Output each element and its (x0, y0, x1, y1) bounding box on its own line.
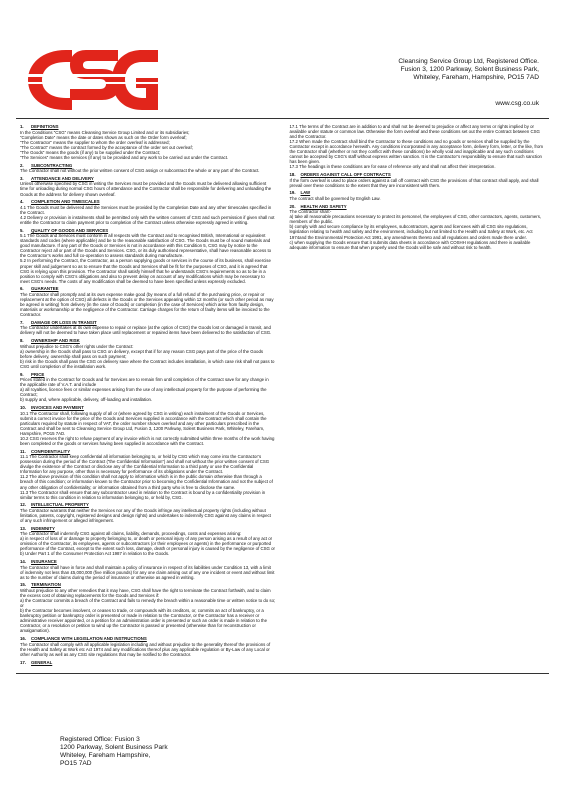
clause (20, 636, 276, 657)
clause (20, 372, 276, 403)
clause-paragraph: The Contractor shall promptly and at its own expense make good (by means of a full refund of the purchasing price, or repair or replacement at the option of CSG) all defects in the Goods or the Services appearing within 12 months (or such other period as may be agreed in writing) from delivery (in the case of Goods) or completion (in the case of Services) which arise from faulty design, materials or workmanship or the negligence of the Contractor. Carriage charges for the return of faulty items will be invoiced to the Contractor. (20, 291, 274, 318)
clause-title: DAMAGE OR LOSS IN TRANSIT (31, 319, 97, 325)
logo-letter-g (112, 50, 158, 110)
clause-paragraph: a) all royalties, licence fees or similar expenses arising from the use of any intellectual property for the purpose of performing the Contract; (20, 387, 267, 398)
clause-heading (20, 372, 276, 377)
clause-paragraph: The Contractor undertakes at its own expense to repair or replace (at the option of CSG) the Goods lost or damaged in transit, and delivery will not be deemed to have taken place until replacement or repaired items have been delivered to the satisfaction of CSG. (20, 325, 272, 336)
footer-registered-office (60, 736, 168, 768)
clause-paragraph: If the form overleaf is used to place orders against a call off contract with CSG the provisions of that contract shall apply, and shall prevail over these conditions to the extent that they are inconsistent with them. (289, 177, 539, 188)
clause (20, 286, 276, 317)
clause-number: 20. (289, 203, 296, 209)
clause-title: GUARANTEE (31, 286, 59, 292)
clause (290, 204, 546, 250)
clause-title: QUALITY OF GOODS AND SERVICES (31, 227, 109, 233)
clause-heading (20, 124, 276, 129)
clause (290, 190, 546, 201)
clause-paragraph: 17.2 When made the Contract shall bind the Contractor to these conditions and no goods or services shall be supplied by the Contractor except in accordance herewith. Any conditions incorporated in any acceptance form, delivery form, letter, or the like, from the Contractor shall (whether or not they conflict with these conditions) be wholly void and inapplicable and any such conditions cannot be accepted by CSG’s staff without express written sanction. It is the Contractor’s responsibility to ensure that such sanction has been given. (289, 139, 544, 165)
clause-paragraph: Without prejudice to any other remedies that it may have, CSG shall have the right to terminate the Contract forthwith, and to claim the excess cost of obtaining replacements for the Goods and Services if: (20, 588, 271, 599)
clause-paragraph: 10.2 CSG reserves the right to refuse payment of any invoice which is not correctly submitted within three months of the work having been completed or the goods or services having been supplied in accordance with the Contract. (20, 435, 275, 446)
clause-paragraph: 4.2 Delivery or provision in instalments shall be permitted only with the written consent of CSG and such permission if given shall not entitle the Contractor to claim payment prior to completion of the Contract unless otherwise expressly agreed in writing. (20, 214, 275, 225)
clause-heading (290, 204, 546, 209)
clause-title: PRICE (31, 371, 45, 377)
clause (20, 176, 276, 197)
clause-number: 12. (20, 502, 27, 508)
clause-number: 17. (20, 659, 27, 665)
clause-title: INTELLECTUAL PROPERTY (31, 502, 89, 508)
clause-number: 8. (20, 338, 24, 344)
company-address-line-2: Whiteley, Fareham, Hampshire, PO15 7AD (413, 74, 539, 82)
clause-paragraph: a) take all reasonable precautions necessary to protect its personnel, the employees of CSG, other contractors, agents, customers, members of the public. (289, 214, 542, 225)
clause-paragraph: “The Contractor” means the supplier to whom the order overleaf is addressed; (20, 139, 170, 145)
clause-paragraph: 4.1 The Goods must be delivered and the Services must be provided by the Completion Date and any other timescales specified in the Contract. (20, 204, 272, 215)
clause-number: 3. (20, 175, 24, 181)
clause-title: TERMINATION (31, 582, 61, 588)
clause (20, 559, 276, 580)
clause-paragraph: Without prejudice to CSG’s other rights under the Contract: (20, 343, 134, 349)
clause-title: HEALTH AND SAFETY (300, 203, 347, 209)
clause (290, 172, 546, 188)
clause (20, 163, 276, 174)
clause-paragraph: In the Conditions “CSG” means Cleansing Service Group Limited and or its subsidiaries; (20, 129, 190, 135)
clause-number: 19. (289, 190, 296, 196)
header-divider (16, 118, 549, 119)
clause-number: 5. (20, 227, 24, 233)
clause (20, 228, 276, 284)
clause-heading (20, 176, 276, 181)
clause-heading (20, 526, 276, 531)
clause-paragraph: b) Under Part 1 of the Consumer Protection Act 1987 in relation to the Goods. (20, 551, 170, 557)
clause (20, 526, 276, 557)
clause-paragraph: b) comply with and secure compliance by its employees, subcontractors, agents and licencees with all CSG site regulations, legislation relating to health and safety and the environment, including but not limited to the Health and Safety at Work, etc. Act 1974and the Environmental Protection Act 1991, any amendments thereto and all regulations and orders made there under. (289, 224, 533, 240)
clause (20, 405, 276, 446)
clause-number: 4. (20, 199, 24, 205)
clause (20, 320, 276, 336)
clause (20, 582, 276, 633)
clause-number: 18. (289, 172, 296, 178)
clause-paragraph: 17.3 The headings in these conditions are for ease of reference only and shall not affect their interpretation. (289, 164, 496, 170)
clause-heading (20, 405, 276, 410)
clause-paragraph: The Contractor shall have in force and shall maintain a policy of insurance in respect of its liabilities under Condition 13, with a limit of indemnity not less than £5,000,000 (five million pounds) for any one claim arising out of any one incident or event and without limit as to the number of claims during the period of insurance or otherwise as agreed in writing. (20, 564, 275, 580)
clause-heading (290, 190, 546, 195)
company-address-line-1: Fusion 3, 1200 Parkway, Solent Business Park, (400, 66, 539, 74)
company-address-block (279, 58, 539, 83)
clause-title: INVOICES AND PAYMENT (31, 405, 84, 411)
clause-paragraph: b) risk in the Goods shall pass the CSG on delivery save where the Contract includes installation, in which case risk shall not pass to CSG until completion of the installation work. (20, 358, 275, 369)
clause-number: 2. (20, 162, 24, 168)
clause-number: 13. (20, 525, 27, 531)
clause-paragraph: a) the Contractor commits a breach of the Contract and fails to remedy the breach within a reasonable time or written notice to do so; or (20, 598, 276, 609)
footer-divider (16, 673, 549, 674)
clause-paragraph: “The Contract” means the contract formed by the acceptance of the order set out overleaf; (20, 144, 193, 150)
clause-paragraph: The Contractor shall comply with all applicable legislation including and without prejudice to the generality thereof the provisions of the Health and Safety at Work etc Act 1974 and any modifications thereof plus any applicable regulation or By-Law of any Local or other Authority as well as any CSG site regulations that may be notified to the Contractor. (20, 641, 271, 657)
clause-number: 11. (20, 448, 26, 454)
clause-title: OWNERSHIP AND RISK (31, 338, 80, 344)
clause-title: SUBCONTRACTING (31, 162, 73, 168)
clause (20, 502, 276, 523)
clause-title: COMPLIANCE WITH LEGISLATION AND INSTRUCTIONS (31, 636, 147, 642)
clause-number: 10. (20, 405, 27, 411)
clause-paragraph: The Contractor warrants that neither the Services nor any of the Goods infringe any intellectual property rights (including without limitation, patents, copyright, registered designs and design rights) and undertakes to indemnify CSG against any claims in respect of any such infringement or alleged infringement. (20, 507, 271, 523)
clause-number: 9. (20, 371, 24, 377)
clause-number: 6. (20, 286, 24, 292)
clause (20, 124, 276, 160)
clause-paragraph: Unless otherwise specified by CSG in writing the Services must be provided and the Goods must be delivered allowing sufficient time for unloading during normal CSG hours of attendance and the Contractor shall be responsible for delivering and unloading the Goods at the address for delivery shown overleaf. (20, 181, 272, 197)
clause-title: INSURANCE (31, 559, 57, 565)
clause-paragraph: The Contractor shall not without the prior written consent of CSG assign or subcontract the whole or any part of the Contract. (20, 168, 260, 174)
company-name: Cleansing Service Group Ltd, Registered Office. (398, 58, 539, 65)
clause-number: 14. (20, 559, 27, 565)
clause-paragraph: a) ownership in the Goods shall pass to CSG on delivery, except that if for any reason CSG pays part of the price of the Goods before delivery, ownership shall pass on such payment; (20, 348, 264, 359)
logo-letter-c (28, 50, 72, 110)
clause-heading (20, 582, 276, 587)
website-link[interactable]: www.csg.co.uk (495, 100, 539, 107)
clause-heading (20, 502, 276, 507)
clause-heading (20, 449, 276, 454)
clause-paragraph: 11.2 The above provision of this condition shall not apply to information which is in the public domain otherwise than through a breach of this condition; or information known to the Contractor prior to becoming the Confidential Information and not the subject of any other obligation of confidentiality; or information obtained from a third party who is free to disclose the same. (20, 474, 273, 490)
clause (20, 338, 276, 369)
clause-paragraph: b) supply and, where applicable, delivery, off-loading and installation. (20, 397, 153, 403)
clause-heading (20, 163, 276, 168)
clause-heading (20, 660, 276, 665)
clause-paragraph: Prices stated in the Contract for Goods and for Services are to remain firm until completion of the Contract save for any change in the applicable rate of V.A.T. and include (20, 377, 269, 388)
clause-title: CONFIDENTIALITY (31, 448, 71, 454)
clause-title: INDEMNITY (31, 525, 55, 531)
clause-heading (20, 338, 276, 343)
clause-heading (20, 199, 276, 204)
clause (20, 199, 276, 225)
footer-line: Registered Office: Fusion 3 (60, 736, 140, 743)
clause-paragraph: 17.1 The terms of the Contract are in addition to and shall not be deemed to prejudice or affect any terms or rights implied by or available under statute or common law. Otherwise the form overleaf and these conditions set out the entire Contract between CSG and the Contractor. (289, 124, 540, 140)
clause-title: LAW (300, 190, 311, 196)
clause-paragraph: “Completion Date” means the date or dates shown as such on the Order form overleaf; (20, 134, 187, 140)
clause-number: 7. (20, 319, 24, 325)
clause-paragraph: 11.3 The Contractor shall ensure that any subcontractor used in relation to the Contract is bound by a confidentiality provision in similar terms to this condition in relation to information belonging to, or held by, CSG. (20, 489, 266, 500)
clause-paragraph: 10.1 The Contractor shall, following supply of all or (where agreed by CSG in writing) each instalment of the Goods or Services, submit a correct invoice for the price of the Goods and Services supplied in accordance with the Contract which shall contain the particulars required by statute in respect of VAT, the order number shown overleaf and any other particulars prescribed in the Contract and shall be sent to Cleansing Service Group Ltd, Fusion 3, 1200 Parkway, Solent Business Park, Whiteley, Fareham, Hampshire, PO15 7AD. (20, 410, 267, 436)
clause-paragraph: a) in respect of loss of or damage to property belonging to, or death or personal injury of any person arising as a result of any act or omission of the Contractor, its employees, agents or subcontractors (or their employees or agents) in the performance or purported performance of the Contract, except to the extent such loss, damage, death or personal injury is caused by the negligence of CSG or (20, 536, 275, 552)
clause-paragraph: c) when supplying the Goods ensure that it submits data sheets in accordance with COSHH regulations and there is available adequate information to ensure that when properly used the Goods will be safe and without risk to health. (289, 239, 531, 250)
clause-heading (20, 228, 276, 233)
clause (20, 449, 276, 500)
clause-heading (20, 559, 276, 564)
clause-paragraph: 11.1 The Contractor shall keep confidential all information belonging to, or held by CSG which may come into the Contractor’s possession during the period of the Contract (“the Confidential Information”) and shall not without the prior written consent of CSG divulge the existence of the Contract or disclose any of the Confidential Information to a third party or use the Confidential Information for any purpose, other than is necessary for performance of its obligations under the Contract. (20, 454, 270, 475)
footer-line: 1200 Parkway, Solent Business Park (60, 744, 168, 752)
footer-line: PO15 7AD (60, 760, 92, 768)
clause-title: GENERAL (31, 659, 53, 665)
clause-title: ATTENDANCE AND DELIVERY (31, 175, 94, 181)
clause-number: 1. (20, 124, 24, 129)
clause-paragraph: 5.2 In performing the Contract, the Contractor, as a person supplying goods or services in the course of its business, shall exercise proper skill and judgement so as to ensure that the Goods and Services shall be fit for the purposes of CSG, and it is agreed that CSG is relying upon this provision. The Contractor shall satisfy himself that he understands CSG’s requirements so as to be in a position to comply with CSG’s obligations and also to prevent delay on account of any modifications which may be necessary to meet CSG’s needs. The costs of any modification shall be deemed to have been specified unless expressly excluded. (20, 258, 271, 284)
clause-title: DEFINITIONS (31, 124, 59, 129)
csg-logo (22, 40, 162, 120)
clause-heading (20, 286, 276, 291)
clause-paragraph: “The Goods” means the goods (if any) to be supplied under the Contract; (20, 149, 161, 155)
clause-paragraph: The Contractor shall:- (289, 209, 332, 215)
clause-paragraph: The Contractor shall indemnify CSG against all claims, liability, demands, proceedings, costs and expenses arising: (20, 531, 242, 537)
clause-number: 15. (20, 582, 27, 588)
terms-and-conditions (20, 124, 545, 669)
footer-line: Whiteley, Fareham Hampshire, (60, 752, 151, 760)
clause-heading (20, 320, 276, 325)
clause-number: 16. (20, 636, 27, 642)
clause-paragraph: “The Services” means the services (if any) to be provided and any work to be carried out under the Contract. (20, 154, 229, 160)
clause-paragraph: The contract shall be governed by English Law. (289, 195, 381, 201)
clause-heading (20, 636, 276, 641)
clause-heading (290, 172, 546, 177)
clause-paragraph: b) the Contractor becomes insolvent, or ceases to trade, or compounds with its creditors, or, commits an act of bankruptcy, or a bankruptcy petition or bankruptcy order is presented or made in relation to the Contractor, or the Contractor has a receiver or administrative receiver appointed, or a petition for an administration order is presented or such an order is made in relation to the Contractor, or a resolution or petition to wind up the Contractor is passed or presented (otherwise than for reconstruction or amalgamation). (20, 608, 268, 634)
clause-paragraph: 5.1 The Goods and Services must conform in all respects with the Contract and to recognised British, International or equivalent standards and codes (where applicable) and be to the reasonable satisfaction of CSG. The Goods must be of sound materials and good manufacture. If any part of the Goods or Services is not in accordance with this Condition 5, CSG may by notice to the Contractor reject all or part of the Goods and Services. CSG, or its duly authorised representative, shall have reasonable access to the Contractor’s works and full co-operation to assess standards during manufacture. (20, 233, 272, 259)
clause-title: ORDERS AGAINST CALL OFF CONTRACTS (300, 172, 391, 178)
clause-title: COMPLETION AND TIMESCALES (31, 199, 100, 205)
